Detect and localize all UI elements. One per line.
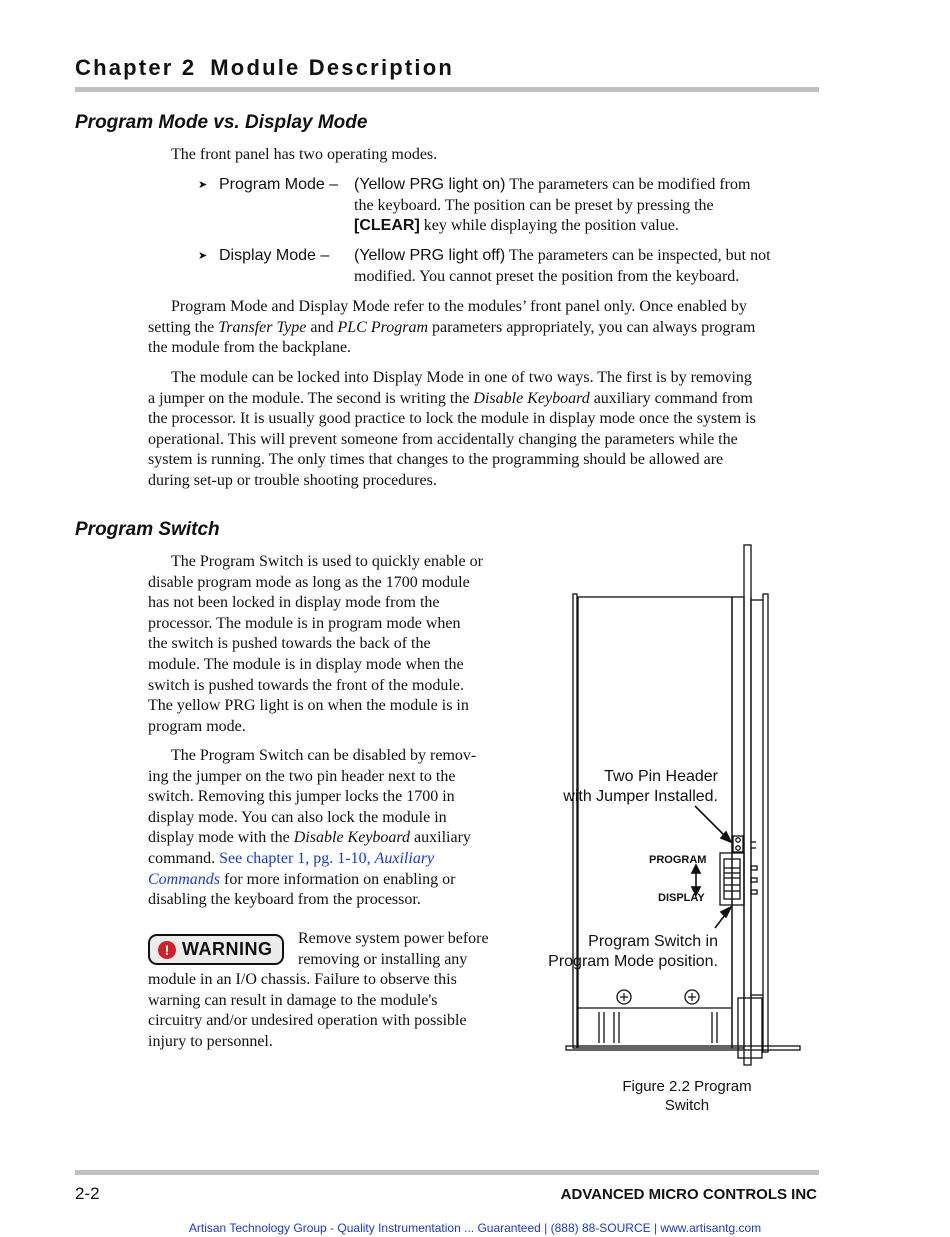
section-heading-program-switch: Program Switch <box>75 519 220 540</box>
callout-line: Program Mode position. <box>548 952 718 970</box>
bullet-paren: (Yellow PRG light off) <box>354 247 506 264</box>
text-line: program mode. <box>148 717 246 735</box>
text-line: and <box>306 318 338 336</box>
bullet-term: Program Mode – <box>219 176 339 193</box>
label-program: PROGRAM <box>649 854 707 866</box>
text-line: injury to personnel. <box>148 1032 273 1050</box>
text-line: circuitry and/or undesired operation with possible <box>148 1012 467 1030</box>
text-line: a jumper on the module. The second is writing the <box>148 389 474 407</box>
text-line: Remove system power before <box>298 930 489 947</box>
bullet-description <box>354 246 824 287</box>
term-disable-keyboard: Disable Keyboard <box>293 829 411 847</box>
text-line: processor. The module is in program mode when <box>148 614 461 632</box>
warning-badge <box>148 934 284 965</box>
text-line: auxiliary command from <box>589 389 753 407</box>
text-line: The yellow PRG light is on when the module is in <box>148 697 469 715</box>
chapter-label: Chapter 2 <box>75 55 197 80</box>
exclamation-icon: ! <box>158 941 176 959</box>
callout-program-switch <box>500 932 718 971</box>
footer-link[interactable]: Artisan Technology Group - Quality Instrumentation ... Guaranteed | (888) 88-SOURCE | www.artisantg.com <box>188 1221 762 1235</box>
chapter-title <box>75 55 454 81</box>
bullet-line: modified. You cannot preset the position from the keyboard. <box>354 267 740 285</box>
text-line: Program Mode and Display Mode refer to the modules’ front panel only. Once enabled by <box>171 298 747 315</box>
chapter-name: Module Description <box>210 55 455 80</box>
text-line: setting the <box>148 318 219 336</box>
text-line: has not been locked in display mode from the <box>148 594 440 612</box>
clear-key-label: [CLEAR] <box>354 217 420 235</box>
bullet-line: The parameters can be modified from <box>505 176 751 193</box>
bullet-line: key while displaying the position value. <box>419 217 679 235</box>
front-strip <box>732 597 744 1048</box>
text-line: switch. Removing this jumper locks the 1700 in <box>148 788 455 806</box>
modes-paragraph-2 <box>148 368 838 492</box>
text-line: module. The module is in display mode when the <box>148 655 464 673</box>
chapter-1-link[interactable]: See chapter 1, pg. 1-10, Auxiliary Commands <box>148 849 435 888</box>
text-line: system is running. The only times that changes to the programming should be allowed are <box>148 451 724 469</box>
modes-intro: The front panel has two operating modes. <box>171 146 438 163</box>
header-rule <box>75 87 819 92</box>
modes-paragraph-1 <box>148 297 828 359</box>
text-line: for more information on enabling or <box>220 870 456 888</box>
term-plc-program: PLC Program <box>337 318 429 336</box>
front-panel <box>744 545 751 1065</box>
text-line: during set-up or trouble shooting procedures. <box>148 471 437 489</box>
text-line: the module from the backplane. <box>148 339 352 357</box>
text-line: disabling the keyboard from the processor. <box>148 891 421 909</box>
term-disable-keyboard: Disable Keyboard <box>473 389 590 407</box>
text-line: The Program Switch can be disabled by remov- <box>171 747 477 764</box>
text-line: operational. This will prevent someone from accidentally changing the parameters while the <box>148 430 738 448</box>
callout-line: with Jumper Installed. <box>563 787 718 805</box>
bullet-term: Display Mode – <box>219 247 330 264</box>
warning-text-top <box>298 929 528 970</box>
caption-line: Figure 2.2 Program <box>622 1078 752 1095</box>
text-line: The module can be locked into Display Mode in one of two ways. The first is by removing <box>171 369 752 386</box>
bullet-line: the keyboard. The position can be preset by pressing the <box>354 196 714 214</box>
warning-text-bottom <box>148 970 528 1052</box>
left-rail <box>573 594 577 1048</box>
module-body <box>578 597 732 1048</box>
text-line: removing or installing any <box>298 950 468 968</box>
bullet-arrow-icon: ➤ <box>198 250 208 262</box>
text-line: display mode. You can also lock the module in <box>148 808 447 826</box>
company-name: ADVANCED MICRO CONTROLS INC <box>560 1186 817 1203</box>
text-line: warning can result in damage to the module's <box>148 991 438 1009</box>
warning-label: WARNING <box>182 939 273 959</box>
bullet-description <box>354 175 824 237</box>
text-line: module in an I/O chassis. Failure to observe this <box>148 971 457 988</box>
caption-line: Switch <box>664 1097 710 1114</box>
text-line: display mode with the <box>148 829 294 847</box>
text-line: ing the jumper on the two pin header next to the <box>148 767 456 785</box>
bullet-paren: (Yellow PRG light on) <box>354 176 506 193</box>
page-number: 2-2 <box>75 1184 100 1203</box>
callout-line: Two Pin Header <box>604 768 718 785</box>
callout-two-pin-header <box>520 767 718 806</box>
text-line: disable program mode as long as the 1700 module <box>148 573 470 591</box>
text-line: the switch is pushed towards the back of the <box>148 635 431 653</box>
label-display: DISPLAY <box>658 892 705 904</box>
text-line: parameters appropriately, you can always program <box>428 318 756 336</box>
text-line: the processor. It is usually good practice to lock the module in display mode once the system is <box>148 410 756 428</box>
bullet-arrow-icon: ➤ <box>198 179 208 191</box>
text-line: switch is pushed towards the front of the module. <box>148 676 464 694</box>
footer-rule <box>75 1170 819 1175</box>
text-line: command. <box>148 849 220 867</box>
switch-paragraph-1 <box>148 552 528 737</box>
text-line: The Program Switch is used to quickly enable or <box>171 553 483 570</box>
text-line: auxiliary <box>410 829 471 847</box>
term-transfer-type: Transfer Type <box>218 318 307 336</box>
figure-caption <box>605 1077 769 1115</box>
section-heading-modes: Program Mode vs. Display Mode <box>75 112 368 133</box>
right-rail <box>763 594 768 1052</box>
bullet-line: The parameters can be inspected, but not <box>505 247 771 264</box>
switch-paragraph-2 <box>148 746 528 911</box>
callout-line: Program Switch in <box>588 933 718 950</box>
